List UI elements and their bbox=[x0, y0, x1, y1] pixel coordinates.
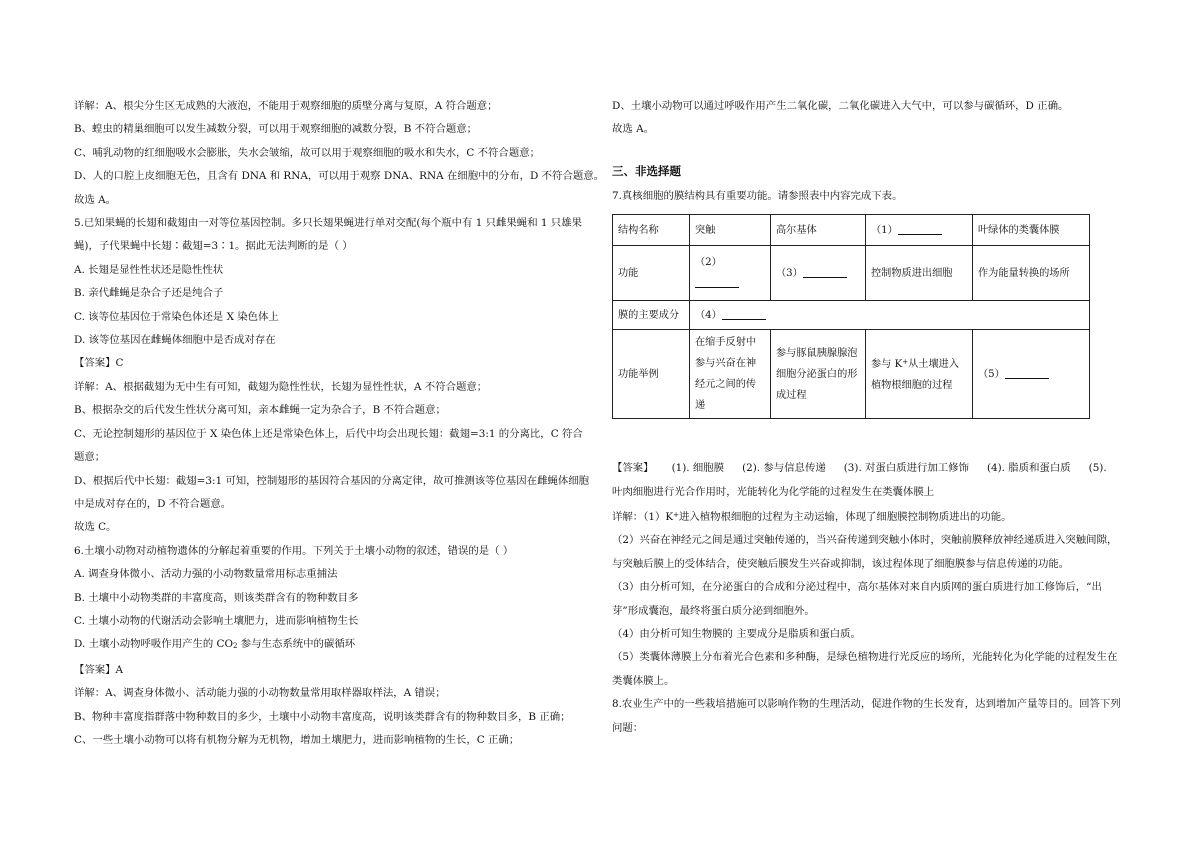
option-d-text: D. 土壤小动物呼吸作用产生的 CO bbox=[74, 638, 234, 651]
text-line: 故选 A。 bbox=[612, 123, 654, 136]
cell-text: 从土壤进入植物根细胞的过程 bbox=[871, 359, 960, 392]
table-cell bbox=[973, 330, 1090, 419]
table-cell: 膜的主要成分 bbox=[613, 301, 690, 330]
answer-item: (3). 对蛋白质进行加工修饰 bbox=[843, 462, 969, 475]
table-cell: 高尔基体 bbox=[771, 215, 866, 246]
table-cell bbox=[866, 215, 973, 246]
text-line: （5）类囊体薄膜上分布着光合色素和多种酶，是绿色植物进行光反应的场所，光能转化为化学能的过程发生在 bbox=[612, 651, 1118, 664]
cell-text: （5） bbox=[978, 368, 1005, 380]
text-line: 类囊体膜上。 bbox=[612, 674, 675, 687]
text-line: C、无论控制翅形的基因位于 X 染色体上还是常染色体上，后代中均会出现长翅：截翅=3:1 的分离比，C 符合 bbox=[74, 427, 583, 440]
table-cell: 叶绿体的类囊体膜 bbox=[973, 215, 1090, 246]
table-row bbox=[613, 246, 1090, 301]
text-span: 详解：（1）K bbox=[612, 511, 674, 524]
question-6-stem: 6.土壤小动物对动植物遗体的分解起着重要的作用。下列关于土壤小动物的叙述，错误的是（ ） bbox=[74, 544, 514, 557]
table-row bbox=[613, 215, 1090, 246]
text-line: B、物种丰富度指群落中物种数目的多少，土壤中小动物丰富度高，说明该类群含有的物种数目多，B 正确； bbox=[74, 710, 571, 723]
option-a: A. 长翅是显性性状还是隐性性状 bbox=[74, 263, 224, 276]
text-line: B、根据杂交的后代发生性状分离可知，亲本雌蝇一定为杂合子，B 不符合题意； bbox=[74, 404, 446, 417]
answer-blank[interactable] bbox=[695, 276, 739, 288]
question-5-stem: 蝇)，子代果蝇中长翅∶截翅=3∶1。据此无法判断的是（ ） bbox=[74, 240, 353, 253]
answer-label: 【答案】C bbox=[74, 357, 124, 370]
answer-label: 【答案】 bbox=[612, 462, 654, 475]
question-8-stem: 问题： bbox=[612, 721, 644, 734]
table-cell bbox=[771, 246, 866, 301]
table-cell: 功能 bbox=[613, 246, 690, 301]
table-row bbox=[613, 330, 1090, 419]
cell-text: （4） bbox=[695, 309, 722, 321]
option-b: B. 土壤中小动物类群的丰富度高，则该类群含有的物种数目多 bbox=[74, 591, 359, 604]
text-span: 进入植物根细胞的过程为主动运输，体现了细胞膜控制物质进出的功能。 bbox=[679, 511, 1012, 524]
option-a: A. 调查身体微小、活动力强的小动物数量常用标志重捕法 bbox=[74, 568, 338, 581]
cell-text: （2） bbox=[695, 257, 722, 269]
table-cell bbox=[690, 246, 771, 301]
left-column bbox=[74, 95, 605, 752]
option-c: C. 该等位基因位于常染色体还是 X 染色体上 bbox=[74, 310, 279, 323]
superscript: + bbox=[902, 358, 909, 367]
answer-blank[interactable] bbox=[898, 223, 942, 235]
table-cell bbox=[690, 301, 1090, 330]
text-line: 详解：A、根尖分生区无成熟的大液泡，不能用于观察细胞的质壁分离与复原，A 符合题意； bbox=[74, 100, 498, 112]
cell-text: （3） bbox=[776, 267, 803, 279]
text-line: 故选 A。 bbox=[74, 193, 116, 206]
text-line: C、一些土壤小动物可以将有机物分解为无机物，增加土壤肥力，进而影响植物的生长，C 正确； bbox=[74, 733, 520, 746]
text-line: （2）兴奋在神经元之间是通过突触传递的，当兴奋传递到突触小体时，突触前膜释放神经递质进入突触间隙， bbox=[612, 534, 1118, 547]
text-line: 故选 C。 bbox=[74, 521, 117, 534]
text-line: （4）由分析可知生物膜的 主要成分是脂质和蛋白质。 bbox=[612, 628, 861, 641]
cell-text: （1） bbox=[871, 224, 898, 236]
table-cell: 作为能量转换的场所 bbox=[973, 246, 1090, 301]
option-d: D. 该等位基因在雌蝇体细胞中是否成对存在 bbox=[74, 334, 276, 347]
text-line: 中是成对存在的，D 不符合题意。 bbox=[74, 497, 232, 510]
membrane-table bbox=[612, 214, 1090, 419]
answer-row bbox=[612, 457, 1130, 480]
table-cell: 控制物质进出细胞 bbox=[866, 246, 973, 301]
answer-item: (1). 细胞膜 bbox=[671, 462, 725, 475]
superscript: + bbox=[673, 511, 680, 520]
text-line bbox=[612, 504, 1130, 529]
text-line: 芽”形成囊泡，最终将蛋白质分泌到细胞外。 bbox=[612, 604, 815, 617]
option-d-text: 参与生态系统中的碳循环 bbox=[237, 638, 356, 651]
text-line: 详解：A、调查身体微小、活动能力强的小动物数量常用取样器取样法，A 错误； bbox=[74, 687, 446, 700]
table-cell: 参与豚鼠胰腺腺泡细胞分泌蛋白的形成过程 bbox=[771, 330, 866, 419]
section-title: 三、非选择题 bbox=[612, 163, 681, 178]
answer-label: 【答案】A bbox=[74, 663, 124, 676]
text-line: D、土壤小动物可以通过呼吸作用产生二氧化碳，二氧化碳进入大气中，可以参与碳循环，D 正确。 bbox=[612, 100, 1069, 112]
table-row bbox=[613, 301, 1090, 330]
answer-item: (2). 参与信息传递 bbox=[742, 462, 826, 475]
text-line: 详解：A、根据截翅为无中生有可知，截翅为隐性性状，长翅为显性性状，A 不符合题意； bbox=[74, 380, 488, 393]
answer-item: (4). 脂质和蛋白质 bbox=[986, 462, 1071, 475]
cell-text: 参与 K bbox=[871, 359, 903, 371]
option-c: C. 土壤小动物的代谢活动会影响土壤肥力，进而影响植物生长 bbox=[74, 614, 359, 627]
option-b: B. 亲代雌蝇是杂合子还是纯合子 bbox=[74, 287, 224, 300]
text-line: 叶肉细胞进行光合作用时，光能转化为化学能的过程发生在类囊体膜上 bbox=[612, 485, 935, 498]
text-line: 题意； bbox=[74, 451, 106, 464]
text-line: B、蝗虫的精巢细胞可以发生减数分裂，可以用于观察细胞的减数分裂，B 不符合题意； bbox=[74, 123, 478, 136]
question-7-stem: 7.真核细胞的膜结构具有重要功能。请参照表中内容完成下表。 bbox=[612, 189, 903, 202]
text-line: D、人的口腔上皮细胞无色，且含有 DNA 和 RNA，可以用于观察 DNA、RNA 在细胞中的分布，D 不符合题意。 bbox=[74, 170, 605, 183]
text-line: （3）由分析可知，在分泌蛋白的合成和分泌过程中，高尔基体对来自内质网的蛋白质进行加工修饰后，“出 bbox=[612, 581, 1102, 594]
text-line: C、哺乳动物的红细胞吸水会膨胀，失水会皱缩，故可以用于观察细胞的吸水和失水，C 不符合题意； bbox=[74, 146, 540, 159]
right-column bbox=[612, 95, 1130, 740]
answer-item: (5). bbox=[1088, 462, 1107, 475]
question-8-stem: 8.农业生产中的一些栽培措施可以影响作物的生理活动，促进作物的生长发育，达到增加产量等目的。回答下列 bbox=[612, 698, 1121, 711]
answer-blank[interactable] bbox=[1005, 367, 1049, 379]
answer-blank[interactable] bbox=[803, 266, 847, 278]
text-line: 与突触后膜上的受体结合，使突触后膜发生兴奋或抑制，该过程体现了细胞膜参与信息传递的功能。 bbox=[612, 557, 1070, 570]
text-line: D、根据后代中长翅：截翅=3:1 可知，控制翅形的基因符合基因的分离定律，故可推测该等位基因在雌蝇体细胞 bbox=[74, 474, 590, 487]
table-cell: 在缩手反射中参与兴奋在神经元之间的传递 bbox=[690, 330, 771, 419]
option-d bbox=[74, 633, 586, 658]
answer-blank[interactable] bbox=[722, 308, 766, 320]
question-5-stem: 5.已知果蝇的长翅和截翅由一对等位基因控制。多只长翅果蝇进行单对交配(每个瓶中有 1 只雌果蝇和 1 只雄果 bbox=[74, 217, 582, 230]
table-cell: 功能举例 bbox=[613, 330, 690, 419]
table-cell: 结构名称 bbox=[613, 215, 690, 246]
table-cell bbox=[866, 330, 973, 419]
table-cell: 突触 bbox=[690, 215, 771, 246]
subscript: 2 bbox=[233, 642, 238, 651]
